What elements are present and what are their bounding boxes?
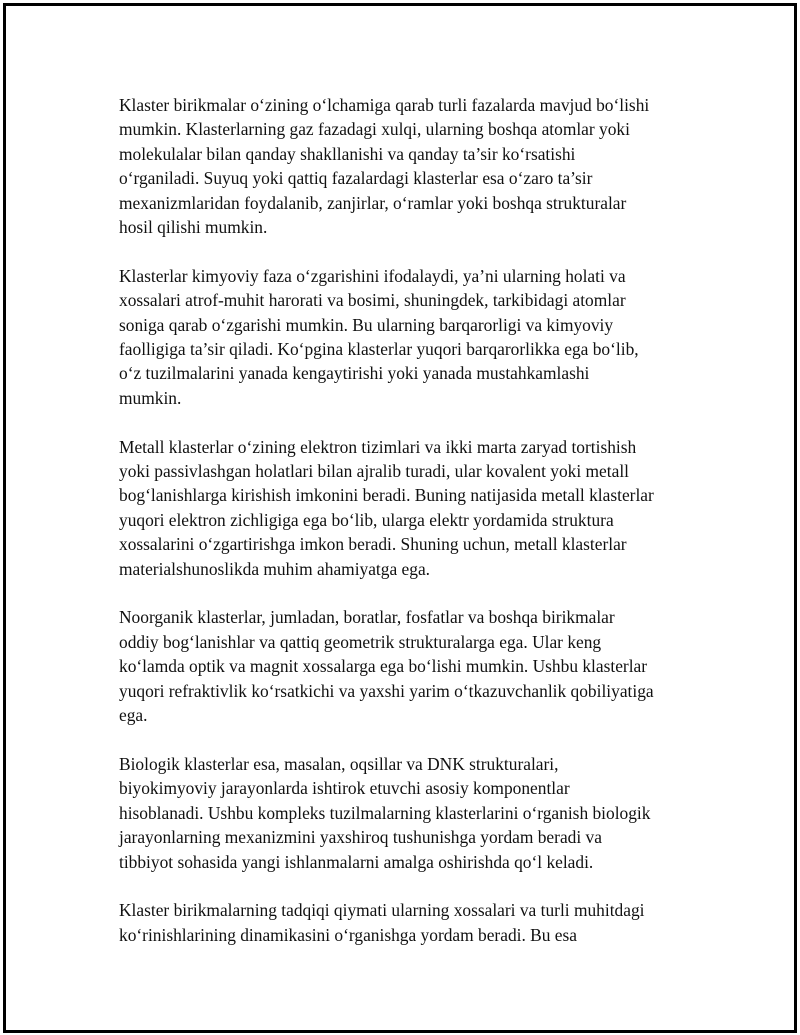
paragraph-5	[119, 752, 704, 874]
document-body	[119, 93, 704, 972]
paragraph-3	[119, 435, 704, 581]
paragraph-6	[119, 898, 704, 947]
paragraph-line: ko‘rinishlarining dinamikasini o‘rganishga yordam beradi. Bu esa	[119, 924, 578, 945]
paragraph-line: mexanizmlaridan foydalanib, zanjirlar, o‘ramlar yoki boshqa strukturalar	[119, 192, 627, 213]
paragraph-line: xossalari atrof-muhit harorati va bosimi, shuningdek, tarkibidagi atomlar	[119, 290, 626, 311]
paragraph-line: hisoblanadi. Ushbu kompleks tuzilmalarning klasterlarini o‘rganish biologik	[119, 802, 651, 823]
paragraph-line: biyokimyoviy jarayonlarda ishtirok etuvchi asosiy komponentlar	[119, 778, 570, 799]
paragraph-line: faolligiga ta’sir qiladi. Ko‘pgina klasterlar yuqori barqarorlikka ega bo‘lib,	[119, 339, 639, 360]
paragraph-line: ko‘lamda optik va magnit xossalarga ega bo‘lishi mumkin. Ushbu klasterlar	[119, 656, 648, 677]
paragraph-line: o‘rganiladi. Suyuq yoki qattiq fazalardagi klasterlar esa o‘zaro ta’sir	[119, 168, 593, 189]
paragraph-line: tibbiyot sohasida yangi ishlanmalarni amalga oshirishda qo‘l keladi.	[119, 851, 594, 872]
paragraph-line: yuqori elektron zichligiga ega bo‘lib, ularga elektr yordamida struktura	[119, 509, 614, 530]
paragraph-line: yuqori refraktivlik ko‘rsatkichi va yaxshi yarim o‘tkazuvchanlik qobiliyatiga	[119, 680, 654, 701]
paragraph-line: Klaster birikmalar o‘zining o‘lchamiga qarab turli fazalarda mavjud bo‘lishi	[119, 95, 650, 115]
paragraph-2	[119, 264, 704, 410]
paragraph-line: mumkin.	[119, 387, 182, 408]
paragraph-line: yoki passivlashgan holatlari bilan ajralib turadi, ular kovalent yoki metall	[119, 461, 629, 482]
paragraph-line: Biologik klasterlar esa, masalan, oqsillar va DNK strukturalari,	[119, 753, 559, 774]
paragraph-line: Metall klasterlar o‘zining elektron tizimlari va ikki marta zaryad tortishish	[119, 436, 637, 457]
paragraph-line: bog‘lanishlarga kirishish imkonini beradi. Buning natijasida metall klasterlar	[119, 485, 654, 506]
paragraph-line: jarayonlarning mexanizmini yaxshiroq tushunishga yordam beradi va	[119, 827, 602, 848]
paragraph-line: soniga qarab o‘zgarishi mumkin. Bu ularning barqarorligi va kimyoviy	[119, 314, 614, 335]
paragraph-line: molekulalar bilan qanday shakllanishi va qanday ta’sir ko‘rsatishi	[119, 143, 576, 164]
paragraph-line: hosil qilishi mumkin.	[119, 217, 268, 238]
paragraph-line: oddiy bog‘lanishlar va qattiq geometrik strukturalarga ega. Ular keng	[119, 631, 602, 652]
paragraph-line: o‘z tuzilmalarini yanada kengaytirishi yoki yanada mustahkamlashi	[119, 363, 590, 384]
paragraph-line: Klasterlar kimyoviy faza o‘zgarishini ifodalaydi, ya’ni ularning holati va	[119, 265, 626, 286]
paragraph-line: mumkin. Klasterlarning gaz fazadagi xulqi, ularning boshqa atomlar yoki	[119, 119, 630, 140]
paragraph-line: xossalarini o‘zgartirishga imkon beradi. Shuning uchun, metall klasterlar	[119, 534, 627, 555]
paragraph-line: Klaster birikmalarning tadqiqi qiymati ularning xossalari va turli muhitdagi	[119, 900, 645, 921]
paragraph-line: ega.	[119, 705, 148, 726]
paragraph-line: Noorganik klasterlar, jumladan, boratlar, fosfatlar va boshqa birikmalar	[119, 607, 615, 628]
paragraph-4	[119, 605, 704, 727]
paragraph-1	[119, 93, 704, 239]
paragraph-line: materialshunoslikda muhim ahamiyatga ega.	[119, 558, 431, 579]
